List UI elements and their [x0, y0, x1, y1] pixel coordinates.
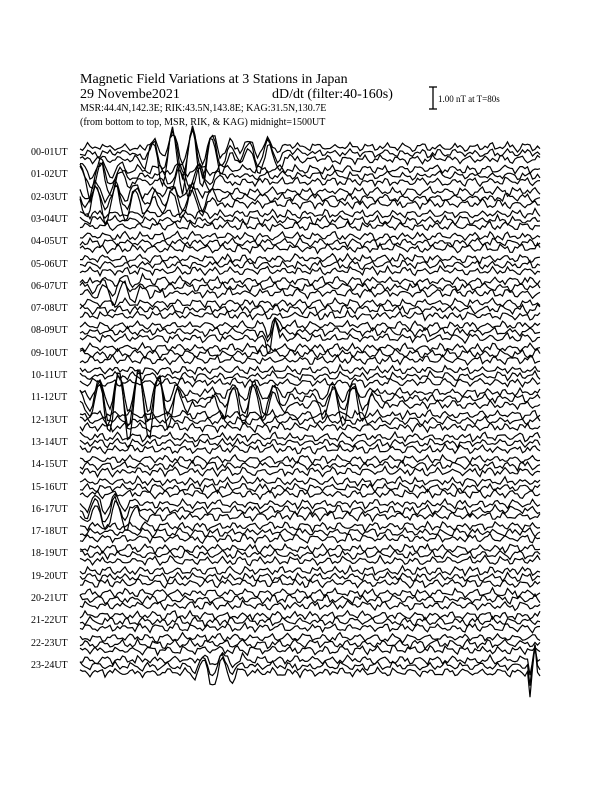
trace-kag-h10 [80, 365, 540, 375]
trace-kag-h5 [80, 254, 540, 264]
hour-label: 22-23UT [31, 637, 68, 649]
trace-kag-h19 [80, 566, 540, 576]
hour-label: 02-03UT [31, 191, 68, 203]
stations-label: MSR:44.4N,142.3E; RIK:43.5N,143.8E; KAG:31.5N,130.7E [80, 103, 327, 114]
hour-label: 08-09UT [31, 325, 68, 337]
trace-rik-h23 [80, 644, 540, 685]
hour-label: 05-06UT [31, 258, 68, 270]
hour-label: 09-10UT [31, 347, 68, 359]
order-note: (from bottom to top, MSR, RIK, & KAG) midnight=1500UT [80, 117, 326, 128]
hour-label: 21-22UT [31, 615, 68, 627]
trace-rik-h20 [80, 594, 540, 604]
scale-bar-icon [429, 86, 437, 110]
hour-label: 04-05UT [31, 236, 68, 248]
hour-label: 10-11UT [31, 370, 68, 381]
trace-kag-h4 [80, 231, 540, 241]
hour-label: 15-16UT [31, 481, 68, 493]
hour-label: 11-12UT [31, 392, 68, 404]
trace-rik-h0 [80, 126, 540, 179]
trace-rik-h15 [80, 483, 540, 493]
hour-label: 23-24UT [31, 659, 68, 671]
trace-kag-h20 [80, 588, 540, 598]
trace-kag-h14 [80, 455, 540, 465]
trace-msr-h18 [80, 555, 540, 565]
trace-kag-h17 [80, 522, 540, 532]
trace-msr-h5 [80, 266, 540, 276]
hour-label: 01-02UT [31, 169, 68, 181]
trace-kag-h21 [80, 611, 540, 621]
hour-label: 16-17UT [31, 503, 68, 515]
trace-msr-h12 [80, 423, 540, 433]
chart-title: Magnetic Field Variations at 3 Stations in Japan [80, 72, 348, 87]
hour-label: 18-19UT [31, 548, 68, 560]
trace-msr-h4 [80, 243, 540, 253]
trace-msr-h9 [80, 355, 540, 365]
trace-msr-h2 [80, 184, 540, 224]
hour-label: 17-18UT [31, 526, 68, 538]
hour-label: 13-14UT [31, 436, 68, 448]
hour-label: 00-01UT [31, 147, 68, 158]
hour-label: 06-07UT [31, 280, 68, 292]
hour-label: 19-20UT [31, 570, 68, 582]
trace-msr-h3 [80, 221, 540, 231]
date-label: 29 Novembe2021 [80, 87, 180, 102]
variable-label: dD/dt (filter:40-160s) [272, 87, 393, 102]
hour-label: 14-15UT [31, 459, 68, 471]
hour-label: 07-08UT [31, 303, 68, 315]
hour-label: 12-13UT [31, 414, 68, 426]
scale-label: 1.00 nT at T=80s [438, 94, 500, 104]
hour-label: 03-04UT [31, 213, 68, 225]
trace-msr-h15 [80, 489, 540, 499]
trace-kag-h0 [80, 130, 540, 165]
trace-msr-h7 [80, 311, 540, 321]
trace-kag-h13 [80, 432, 540, 442]
trace-msr-h13 [80, 444, 540, 454]
hour-label: 20-21UT [31, 593, 68, 604]
